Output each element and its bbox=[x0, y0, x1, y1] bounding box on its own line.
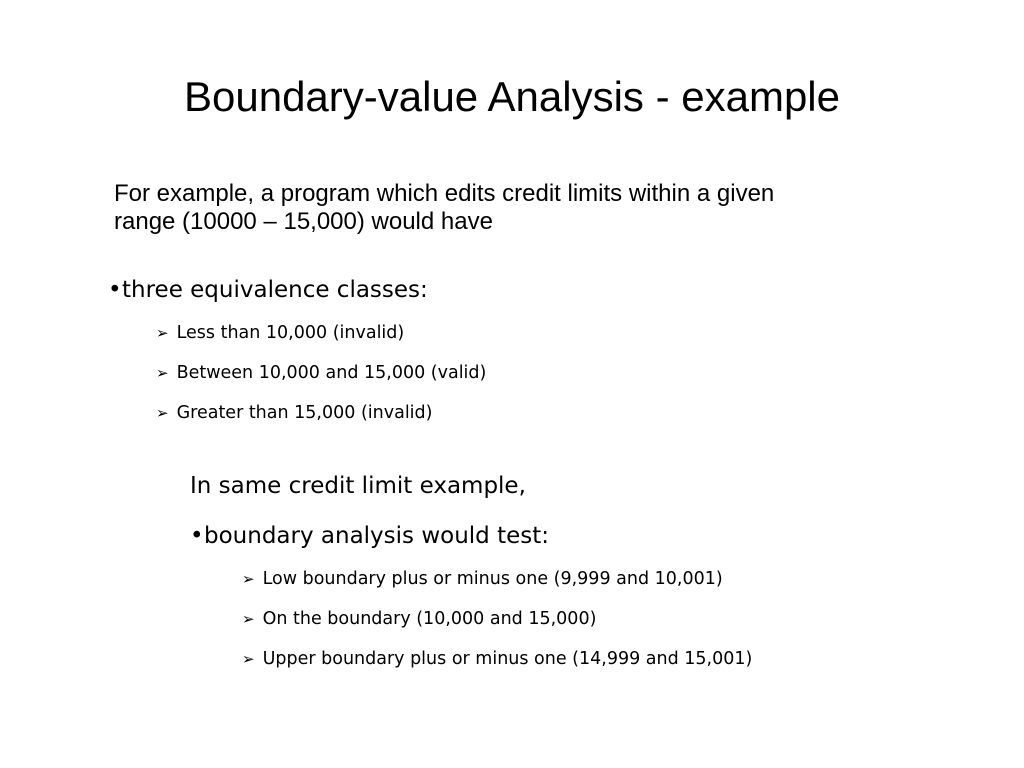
list-item-text: Less than 10,000 (invalid) bbox=[176, 323, 405, 343]
arrow-bullet-icon: ➢ bbox=[156, 364, 169, 382]
list-item bbox=[156, 362, 486, 384]
intro-paragraph bbox=[114, 180, 934, 236]
equivalence-heading bbox=[108, 276, 486, 304]
boundary-analysis-section bbox=[190, 472, 752, 688]
arrow-bullet-icon: ➢ bbox=[242, 570, 255, 588]
arrow-bullet-icon: ➢ bbox=[156, 324, 169, 342]
list-item-text: On the boundary (10,000 and 15,000) bbox=[262, 609, 597, 629]
bullet-icon: • bbox=[190, 523, 204, 549]
list-item-text: Between 10,000 and 15,000 (valid) bbox=[176, 363, 487, 383]
equivalence-list bbox=[156, 322, 486, 424]
list-item bbox=[156, 402, 486, 424]
equivalence-heading-text: three equivalence classes: bbox=[122, 277, 428, 303]
boundary-heading bbox=[190, 522, 752, 550]
arrow-bullet-icon: ➢ bbox=[242, 610, 255, 628]
boundary-list bbox=[242, 568, 752, 670]
list-item-text: Upper boundary plus or minus one (14,999 and 15,001) bbox=[262, 649, 753, 669]
equivalence-classes-section bbox=[108, 276, 486, 442]
list-item bbox=[242, 648, 752, 670]
arrow-bullet-icon: ➢ bbox=[156, 404, 169, 422]
slide-title: Boundary-value Analysis - example bbox=[183, 73, 840, 120]
boundary-lead: In same credit limit example, bbox=[190, 473, 526, 499]
list-item bbox=[242, 608, 752, 630]
arrow-bullet-icon: ➢ bbox=[242, 650, 255, 668]
list-item-text: Greater than 15,000 (invalid) bbox=[176, 403, 433, 423]
list-item-text: Low boundary plus or minus one (9,999 and 10,001) bbox=[262, 569, 723, 589]
boundary-heading-text: boundary analysis would test: bbox=[204, 523, 550, 549]
intro-line-2: range (10000 – 15,000) would have bbox=[114, 208, 493, 235]
list-item bbox=[156, 322, 486, 344]
bullet-icon: • bbox=[108, 277, 122, 303]
list-item bbox=[242, 568, 752, 590]
intro-line-1: For example, a program which edits credit limits within a given bbox=[114, 180, 775, 207]
